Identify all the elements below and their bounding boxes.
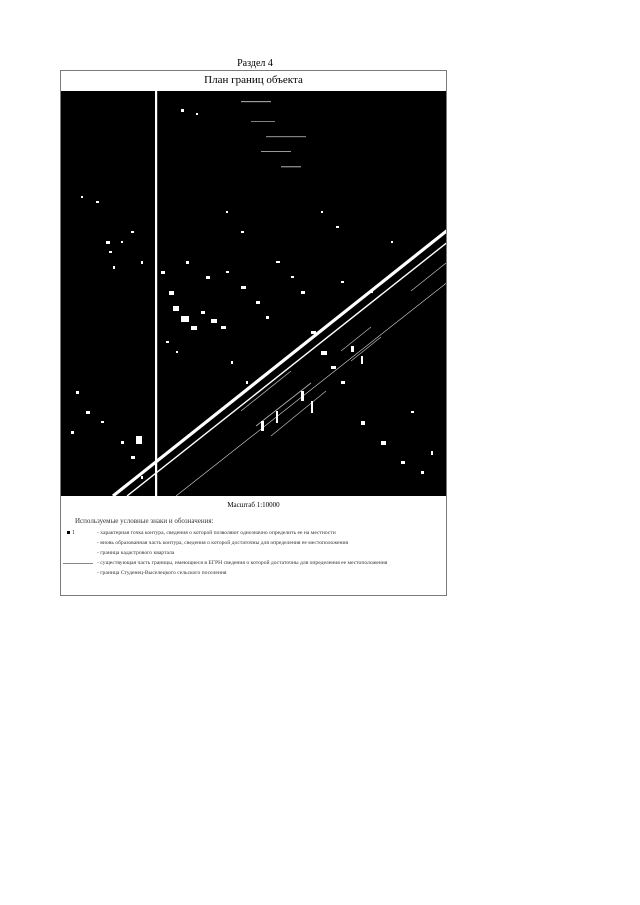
legend-heading: Используемые условные знаки и обозначения: [75, 517, 214, 525]
legend-text: - граница Студенец-Выселецкого сельского поселения [97, 570, 227, 576]
boundary-line-icon [63, 563, 93, 564]
legend-text: - вновь образованная часть контура, сведения о которой достаточны для определения ее местоположения [97, 540, 349, 546]
legend-symbol-line [67, 558, 95, 568]
legend-text: - существующая часть границы, имеющиеся в ЕГРН сведения о которой достаточны для определения ее местоположения [97, 560, 388, 566]
legend-item [67, 548, 443, 558]
legend-item [67, 558, 443, 568]
legend-item [67, 568, 443, 578]
map-image [61, 91, 446, 496]
legend-item [67, 538, 443, 548]
legend-symbol-none [67, 568, 95, 578]
point-label: 1 [72, 530, 75, 536]
plan-frame [60, 70, 447, 596]
legend-text: - характерная точка контура, сведения о которой позволяют однозначно определить ее на местности [97, 530, 336, 536]
plan-map [61, 91, 446, 496]
point-icon [67, 531, 70, 534]
legend-item [67, 528, 443, 538]
legend-symbol-none [67, 548, 95, 558]
legend [67, 528, 443, 578]
map-scale: Масштаб 1:10000 [227, 501, 280, 509]
plan-title: План границ объекта [61, 71, 446, 92]
section-title: Раздел 4 [237, 58, 273, 69]
legend-symbol-point [67, 528, 95, 538]
legend-symbol-none [67, 538, 95, 548]
legend-text: - граница кадастрового квартала [97, 550, 175, 556]
vertical-boundary-line [155, 91, 157, 496]
